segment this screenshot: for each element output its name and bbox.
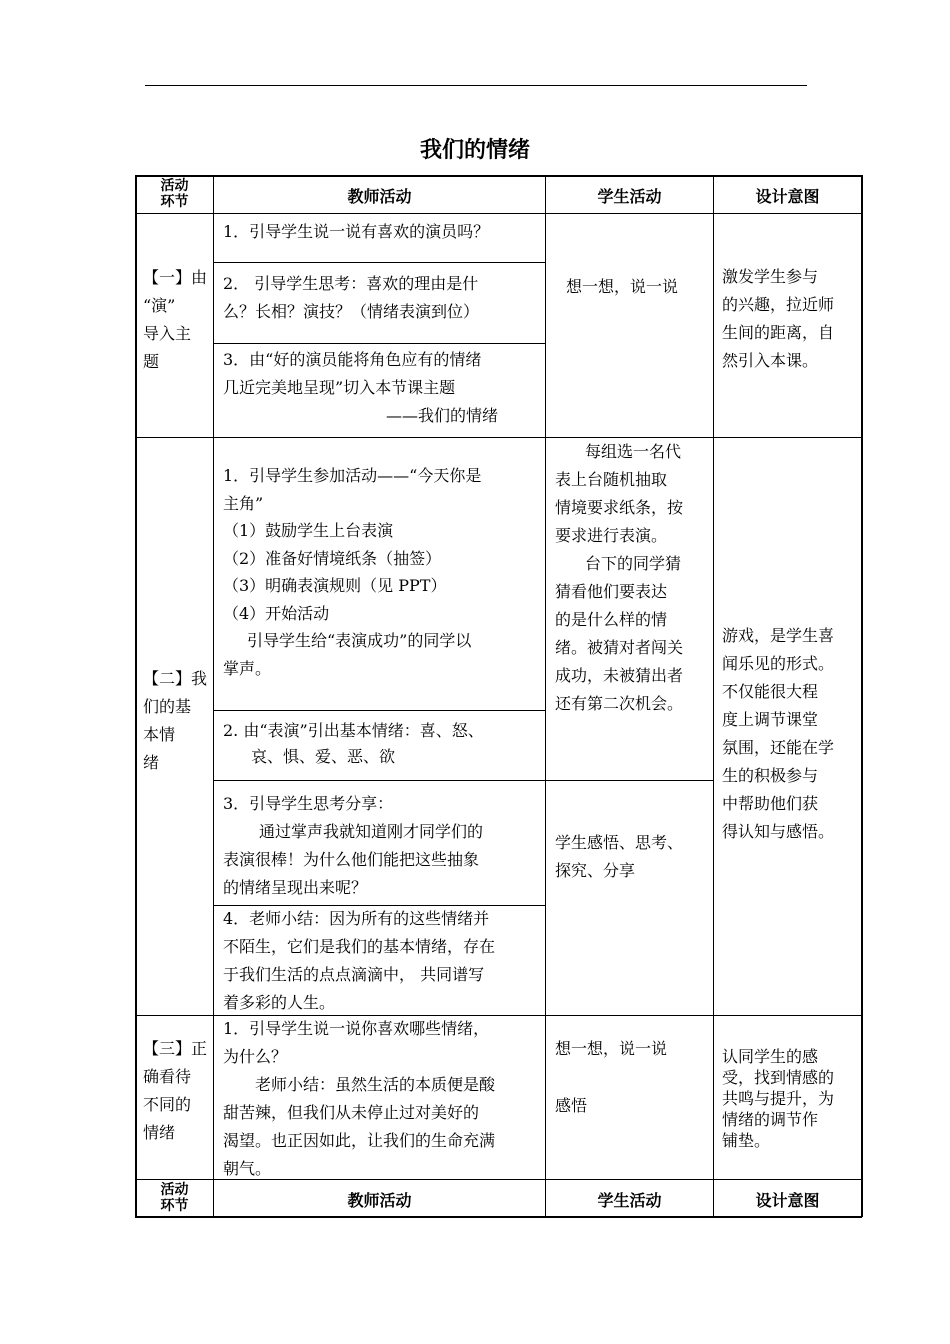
s1-design-intent: 激发学生参与 的兴趣，拉近师 生间的距离，自 然引入本课。 — [722, 267, 835, 370]
section-2-name: 【二】我 们的基 本情 绪 — [143, 669, 208, 772]
s2-teacher-item-1: 1．引导学生参加活动——“今天你是 主角” （1）鼓励学生上台表演 （2）准备好情境纸条（抽签） （3）明确表演规则（见 PPT） （4）开始活动 引导学生给“表演成功”的同学以 掌声。 — [223, 466, 482, 678]
footer-header-activity-stage: 活动 环节 — [160, 1182, 189, 1214]
s3-student-activity-1: 想一想，说一说 — [555, 1039, 668, 1058]
header-design-intent: 设计意图 — [755, 187, 820, 206]
s3-teacher-item-1: 1．引导学生说一说你喜欢哪些情绪， 为什么？ 老师小结：虽然生活的本质便是酸 甜苦辣，但我们从未停止过对美好的 渴望。也正因如此，让我们的生命充满 朝气。 — [223, 1019, 496, 1178]
section-3-name: 【三】正 确看待 不同的 情绪 — [143, 1039, 208, 1142]
s2-design-intent: 游戏，是学生喜 闻乐见的形式。 不仅能很大程 度上调节课堂 氛围，还能在学 生的积极参与 中帮助他们获 得认知与感悟。 — [722, 626, 835, 841]
footer-header-teacher-activity: 教师活动 — [347, 1191, 412, 1210]
header-rule — [145, 85, 807, 86]
s1-student-activity: 想一想，说一说 — [566, 277, 679, 296]
s1-teacher-item-2: 2． 引导学生思考：喜欢的理由是什 么？长相？演技？（情绪表演到位） — [223, 274, 480, 321]
s2-teacher-item-2: 2. 由“表演”引出基本情绪：喜、怒、 哀、惧、爱、恶、欲 — [223, 721, 484, 766]
section-1-name: 【一】由 “演” 导入主 题 — [143, 268, 208, 371]
header-student-activity: 学生活动 — [597, 187, 662, 206]
s2-teacher-item-3: 3．引导学生思考分享： 通过掌声我就知道刚才同学们的 表演很棒！为什么他们能把这些抽象 的情绪呈现出来呢？ — [223, 794, 484, 897]
s2-student-activity-1: 每组选一名代 表上台随机抽取 情境要求纸条，按 要求进行表演。 台下的同学猜 猜看他们要表达 的是什么样的情 绪。被猜对者闯关 成功，未被猜出者 还有第二次机会。 — [555, 442, 684, 713]
s2-teacher-item-4: 4．老师小结：因为所有的这些情绪并 不陌生，它们是我们的基本情绪，存在 于我们生活的点点滴滴中， 共同谱写 着多彩的人生。 — [223, 909, 496, 1012]
header-activity-stage: 活动 环节 — [160, 178, 189, 210]
footer-header-design-intent: 设计意图 — [755, 1191, 820, 1210]
page-title: 我们的情绪 — [419, 138, 530, 163]
s3-design-intent: 认同学生的感 受，找到情感的 共鸣与提升，为 情绪的调节作 铺垫。 — [722, 1047, 835, 1150]
header-teacher-activity: 教师活动 — [347, 187, 412, 206]
s1-teacher-item-3: 3．由“好的演员能将角色应有的情绪 几近完美地呈现”切入本节课主题 ——我们的情绪 — [223, 350, 499, 425]
s1-teacher-item-1: 1．引导学生说一说有喜欢的演员吗？ — [223, 222, 490, 241]
s3-student-activity-2: 感悟 — [555, 1096, 588, 1115]
s2-student-activity-2: 学生感悟、思考、 探究、分享 — [555, 833, 684, 880]
footer-header-student-activity: 学生活动 — [597, 1191, 662, 1210]
